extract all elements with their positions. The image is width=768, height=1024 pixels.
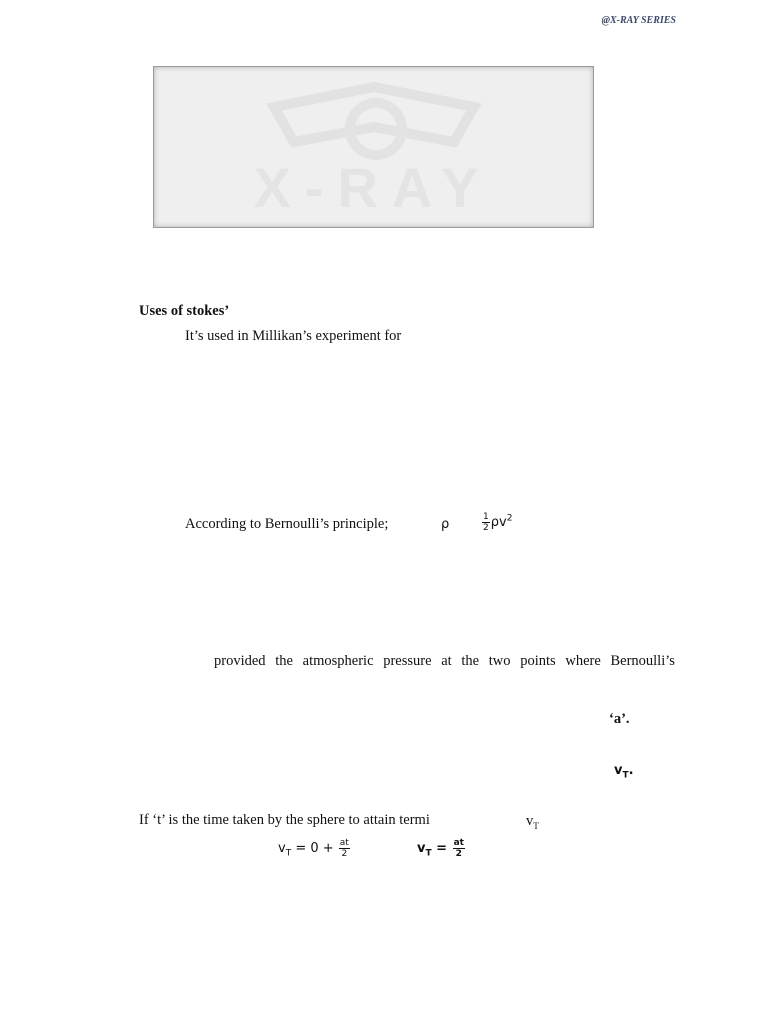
eq1-v: v	[278, 841, 286, 856]
half-fraction	[482, 512, 490, 533]
pressure-word: two	[488, 653, 511, 669]
half-denominator: 2	[483, 523, 489, 533]
eq2-denominator: 2	[455, 849, 462, 859]
pressure-word: where	[565, 653, 601, 669]
eq1-numerator: at	[339, 838, 349, 848]
eq2-v: v	[417, 841, 426, 856]
rho-symbol: ρ	[441, 517, 450, 532]
pressure-word: pressure	[383, 653, 432, 669]
eq1-sub: T	[285, 848, 292, 859]
watermark-figure	[153, 66, 594, 228]
pressure-word: points	[520, 653, 556, 669]
vt-bold-sub: T	[622, 770, 629, 781]
terminal-velocity-bold	[614, 763, 634, 781]
terminal-velocity-plain	[526, 813, 539, 831]
eq1-denominator: 2	[341, 849, 348, 859]
vt-plain-v: v	[526, 813, 534, 829]
uses-heading: Uses of stokes’	[139, 303, 230, 319]
equation-vt-zero-plus	[278, 838, 351, 859]
pressure-word: atmospheric	[302, 653, 374, 669]
watermark-text: X-RAY	[253, 156, 493, 219]
half-rho-v-squared	[481, 512, 512, 533]
vt-plain-sub: T	[533, 820, 539, 831]
eq2-fraction	[453, 838, 465, 859]
pressure-word: the	[461, 653, 480, 669]
pressure-line	[214, 653, 675, 670]
rho-v: ρv	[490, 515, 507, 530]
eq1-fraction	[339, 838, 350, 859]
pressure-word: Bernoulli’s	[610, 653, 675, 669]
a-quote: ‘a’.	[609, 711, 630, 727]
pressure-word: provided	[214, 653, 266, 669]
millikan-line: It’s used in Millikan’s experiment for	[185, 328, 402, 344]
vt-bold-dot: .	[628, 763, 634, 778]
eq2-mid: =	[431, 841, 452, 856]
vt-bold-v: v	[614, 763, 623, 778]
if-t-line: If ‘t’ is the time taken by the sphere to attain termi	[139, 812, 430, 828]
pressure-word: at	[441, 653, 452, 669]
xray-logo-watermark	[154, 67, 593, 227]
series-header-mark: @X-RAY SERIES	[601, 15, 676, 26]
eq1-mid: = 0 +	[291, 841, 338, 856]
eq2-numerator: at	[453, 838, 464, 848]
eq2-sub: T	[425, 848, 432, 859]
pressure-word: the	[275, 653, 293, 669]
half-numerator: 1	[483, 512, 489, 522]
equation-vt-result	[417, 838, 466, 859]
bernoulli-line: According to Bernoulli’s principle;	[185, 516, 389, 532]
squared-exponent: 2	[506, 513, 513, 524]
